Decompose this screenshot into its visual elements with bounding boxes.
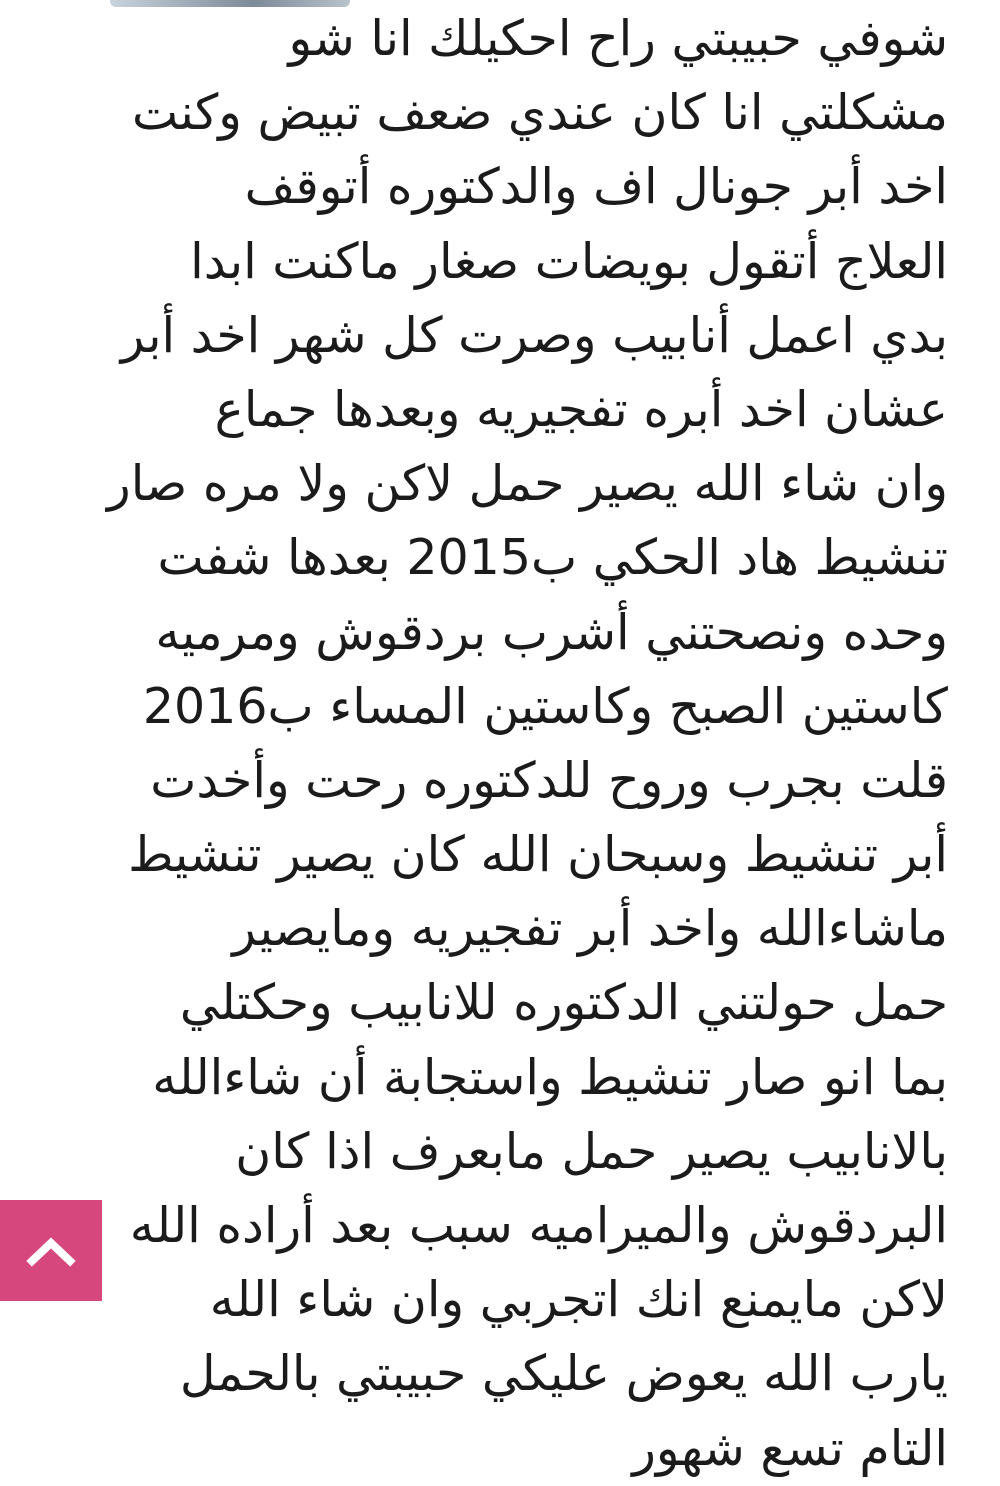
scroll-to-top-button[interactable] xyxy=(0,1200,102,1301)
post-text-line: تنشيط هاد الحكي ب2015 بعدها شفت xyxy=(157,529,948,587)
post-text-line: بدي اعمل أنابيب وصرت كل شهر اخد أبر xyxy=(120,306,948,364)
post-text-line: شوفي حبيبتي راح احكيلك انا شو xyxy=(288,10,948,67)
post-text-line: أبر تنشيط وسبحان الله كان يصير تنشيط xyxy=(128,826,948,884)
post-text-line: البردقوش والميراميه سبب بعد أراده الله xyxy=(129,1197,948,1254)
post-text-line: قلت بجرب وروح للدكتوره رحت وأخدت xyxy=(150,751,948,809)
post-text-line: كاستين الصبح وكاستين المساء ب2016 xyxy=(142,677,948,735)
post-text-line: مشكلتي انا كان عندي ضعف تبيض وكنت xyxy=(132,84,948,142)
post-text-line: لاكن مايمنع انك اتجربي وان شاء الله xyxy=(209,1271,948,1329)
post-text-line: وان شاء الله يصير حمل لاكن ولا مره صار xyxy=(107,455,948,513)
chevron-up-icon xyxy=(26,1235,76,1267)
post-text-line: حمل حولتني الدكتوره للانابيب وحكتلي xyxy=(179,974,948,1032)
post-text-line: بما انو صار تنشيط واستجابة أن شاءالله xyxy=(152,1048,948,1106)
post-text-line: العلاج أتقول بويضات صغار ماكنت ابدا xyxy=(190,232,948,290)
post-text-line: التام تسع شهور xyxy=(632,1419,948,1477)
post-text-line: بالانابيب يصير حمل مابعرف اذا كان xyxy=(235,1122,948,1180)
post-text-line: اخد أبر جونال اف والدكتوره أتوقف xyxy=(244,158,948,216)
post-text-line: يارب الله يعوض عليكي حبيبتي بالحمل xyxy=(179,1345,948,1403)
post-text-line: وحده ونصحتني أشرب بردقوش ومرميه xyxy=(155,603,948,661)
post-text-line: عشان اخد أبره تفجيريه وبعدها جماع xyxy=(214,380,948,438)
post-body xyxy=(18,2,948,1486)
post-text-line: ماشاءالله واخد أبر تفجيريه ومايصير xyxy=(232,900,948,958)
